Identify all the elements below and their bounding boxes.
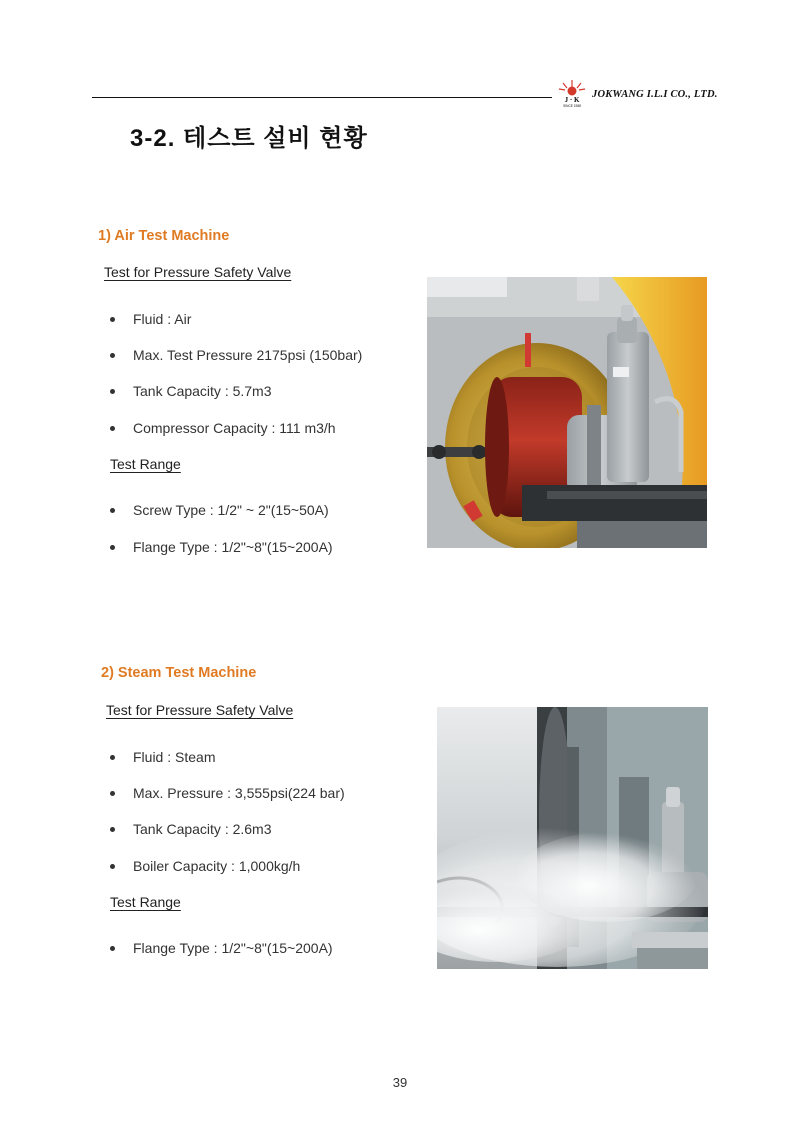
steam-spec-item: Boiler Capacity : 1,000kg/h [110,858,300,874]
steam-range-title: Test Range [110,894,181,910]
logo-letters: J · K [564,96,580,104]
air-range-item: Screw Type : 1/2" ~ 2"(15~50A) [110,502,329,518]
page-title: 3-2. 테스트 설비 현황 [130,125,368,152]
steam-range-item: Flange Type : 1/2"~8"(15~200A) [110,940,333,956]
bullet-icon [110,946,115,951]
air-subtitle: Test for Pressure Safety Valve [104,264,292,280]
section-steam-heading: 2) Steam Test Machine [101,665,257,681]
bullet-icon [110,755,115,760]
air-range-title: Test Range [110,456,181,472]
air-spec-item: Max. Test Pressure 2175psi (150bar) [110,347,362,363]
bullet-icon [110,353,115,358]
company-logo-icon [557,78,587,108]
air-range-item: Flange Type : 1/2"~8"(15~200A) [110,539,333,555]
bullet-icon [110,317,115,322]
steam-spec-item: Max. Pressure : 3,555psi(224 bar) [110,785,345,801]
steam-spec-item: Fluid : Steam [110,749,215,765]
air-spec-item: Compressor Capacity : 111 m3/h [110,420,336,436]
logo-since: SINCE 1988 [563,104,581,108]
company-name: JOKWANG I.L.I CO., LTD. [592,89,718,100]
bullet-icon [110,864,115,869]
bullet-icon [110,791,115,796]
header-rule [92,97,552,98]
bullet-icon [110,827,115,832]
steam-test-machine-photo [437,707,708,969]
air-spec-item: Tank Capacity : 5.7m3 [110,383,272,399]
air-test-machine-photo [427,277,707,548]
section-air-heading: 1) Air Test Machine [98,228,230,244]
page-number: 39 [392,1075,408,1090]
steam-subtitle: Test for Pressure Safety Valve [106,702,294,718]
bullet-icon [110,389,115,394]
air-spec-item: Fluid : Air [110,311,191,327]
steam-spec-item: Tank Capacity : 2.6m3 [110,821,272,837]
bullet-icon [110,508,115,513]
bullet-icon [110,426,115,431]
bullet-icon [110,545,115,550]
